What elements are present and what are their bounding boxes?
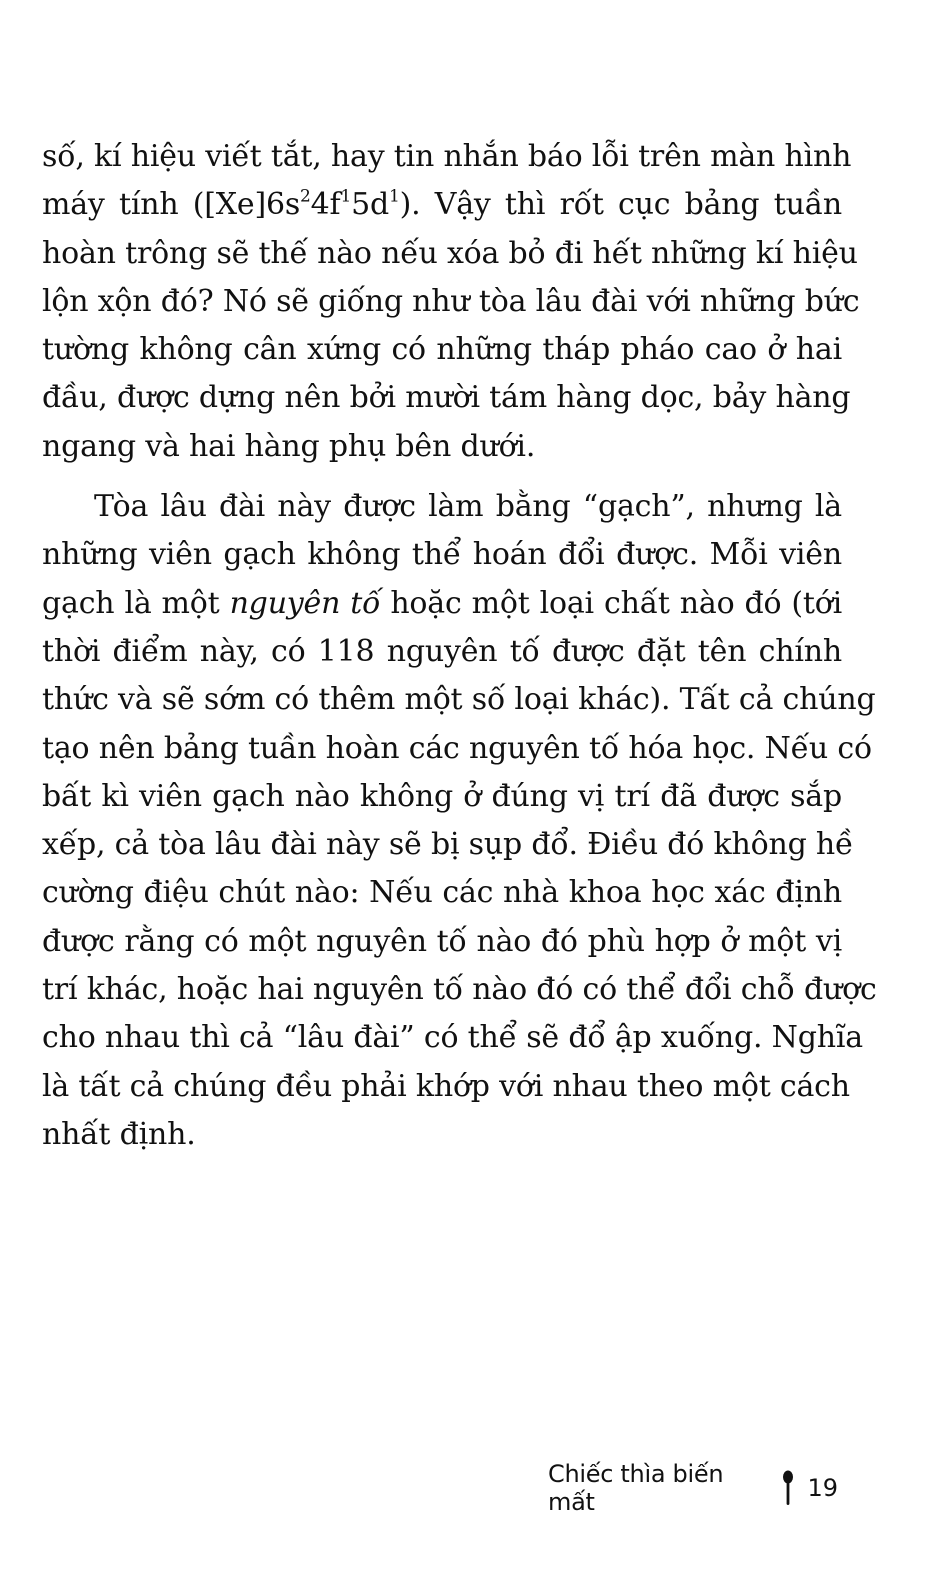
text-line: bất kì viên gạch nào không ở đúng vị trí đã được sắp [42,778,842,814]
text-line [42,181,842,229]
paragraph [42,133,860,471]
text-line: cường điệu chút nào: Nếu các nhà khoa học xác định [42,875,842,911]
text-line: cho nhau thì cả “lâu đài” có thể sẽ đổ ập xuống. Nghĩa [42,1020,863,1056]
paragraph [42,483,877,1159]
italic-term: nguyên tố [229,585,381,621]
text-line: lộn xộn đó? Nó sẽ giống như tòa lâu đài với những bức [42,283,860,319]
text-segment: 5d [351,187,389,223]
text-line: Tòa lâu đài này được làm bằng “gạch”, nhưng là [94,489,842,525]
text-line: đầu, được dựng nên bởi mười tám hàng dọc, bảy hàng [42,380,851,416]
text-segment: ). Vậy thì rốt cục bảng tuần [399,187,842,223]
spoon-icon [781,1470,795,1506]
text-segment: 4f [310,187,341,223]
text-line: hoàn trông sẽ thế nào nếu xóa bỏ đi hết những kí hiệu [42,235,858,271]
paragraph-spacer [42,471,842,483]
text-segment: máy tính ([Xe]6s [42,187,301,223]
text-line: ngang và hai hàng phụ bên dưới. [42,428,536,464]
text-line: thức và sẽ sớm có thêm một số loại khác). Tất cả chúng [42,682,876,718]
text-line: thời điểm này, có 118 nguyên tố được đặt tên chính [42,633,842,669]
text-segment: hoặc một loại chất nào đó (tới [380,585,842,621]
text-segment: gạch là một [42,585,230,621]
page-number: 19 [807,1474,838,1502]
body-text [42,133,877,1159]
superscript: 1 [340,186,352,207]
text-line: trí khác, hoặc hai nguyên tố nào đó có thể đổi chỗ được [42,972,877,1008]
running-title: Chiếc thìa biến mất [548,1460,724,1516]
superscript: 1 [389,186,400,207]
text-line: tường không cân xứng có những tháp pháo cao ở hai [42,332,842,368]
text-line: tạo nên bảng tuần hoàn các nguyên tố hóa học. Nếu có [42,730,872,766]
text-line: được rằng có một nguyên tố nào đó phù hợp ở một vị [42,923,842,959]
text-line: xếp, cả tòa lâu đài này sẽ bị sụp đổ. Điều đó không hề [42,827,854,863]
text-line: là tất cả chúng đều phải khớp với nhau theo một cách [42,1068,850,1104]
text-line [42,580,842,628]
page-footer [548,1460,838,1516]
text-line: nhất định. [42,1116,196,1152]
superscript: 2 [300,186,311,207]
text-line: những viên gạch không thể hoán đổi được. Mỗi viên [42,537,842,573]
text-line: số, kí hiệu viết tắt, hay tin nhắn báo lỗi trên màn hình [42,139,852,174]
